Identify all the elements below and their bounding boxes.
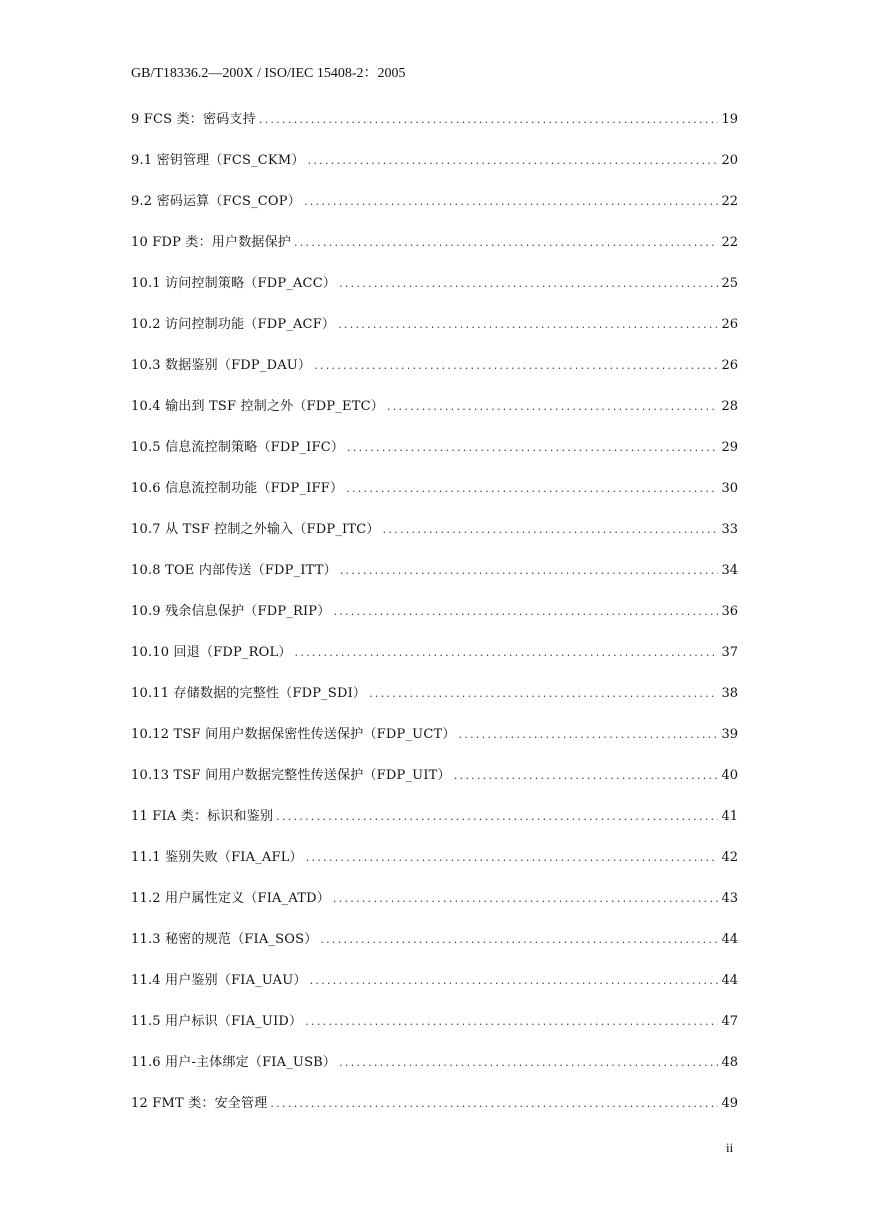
toc-entry-title: 11.4 用户鉴别（FIA_UAU） [131, 973, 307, 988]
toc-entry-page: 34 [721, 563, 738, 578]
toc-leader-dots [310, 973, 719, 988]
toc-entry[interactable] [131, 846, 738, 887]
toc-entry[interactable] [131, 641, 738, 682]
table-of-contents [131, 108, 738, 1133]
toc-leader-dots [308, 153, 719, 168]
toc-entry-title: 10.10 回退（FDP_ROL） [131, 645, 292, 660]
toc-entry-title: 10.3 数据鉴别（FDP_DAU） [131, 358, 312, 373]
toc-entry[interactable] [131, 887, 738, 928]
toc-entry-page: 41 [721, 809, 738, 824]
toc-entry-page: 19 [721, 112, 738, 127]
toc-entry-page: 39 [721, 727, 738, 742]
toc-entry-page: 44 [721, 973, 738, 988]
toc-entry-page: 37 [721, 645, 738, 660]
toc-leader-dots [340, 563, 719, 578]
toc-entry-page: 44 [721, 932, 738, 947]
toc-entry-title: 10.1 访问控制策略（FDP_ACC） [131, 276, 337, 291]
toc-entry-page: 22 [721, 235, 738, 250]
toc-entry[interactable] [131, 436, 738, 477]
page-number: ii [726, 1140, 734, 1155]
toc-entry[interactable] [131, 969, 738, 1010]
toc-entry-page: 38 [721, 686, 738, 701]
toc-entry-title: 12 FMT 类：安全管理 [131, 1096, 268, 1111]
toc-entry-title: 10.5 信息流控制策略（FDP_IFC） [131, 440, 345, 455]
toc-leader-dots [294, 235, 718, 250]
toc-entry-page: 25 [721, 276, 738, 291]
toc-entry-page: 28 [721, 399, 738, 414]
toc-entry[interactable] [131, 518, 738, 559]
toc-entry[interactable] [131, 764, 738, 805]
toc-entry[interactable] [131, 1092, 738, 1133]
toc-entry-page: 48 [721, 1055, 738, 1070]
toc-entry-title: 9.1 密钥管理（FCS_CKM） [131, 153, 305, 168]
toc-entry[interactable] [131, 1010, 738, 1051]
toc-entry-title: 10.7 从 TSF 控制之外输入（FDP_ITC） [131, 522, 380, 537]
toc-entry-title: 11 FIA 类：标识和鉴别 [131, 809, 274, 824]
toc-leader-dots [459, 727, 719, 742]
toc-entry-title: 10.9 残余信息保护（FDP_RIP） [131, 604, 331, 619]
toc-entry-page: 26 [721, 317, 738, 332]
toc-entry-page: 26 [721, 358, 738, 373]
toc-entry-title: 11.3 秘密的规范（FIA_SOS） [131, 932, 318, 947]
toc-entry[interactable] [131, 805, 738, 846]
toc-leader-dots [333, 891, 719, 906]
toc-entry-title: 10.2 访问控制功能（FDP_ACF） [131, 317, 336, 332]
toc-entry-title: 10.8 TOE 内部传送（FDP_ITT） [131, 563, 337, 578]
toc-entry-page: 47 [721, 1014, 738, 1029]
toc-entry[interactable] [131, 928, 738, 969]
toc-leader-dots [454, 768, 719, 783]
toc-entry[interactable] [131, 272, 738, 313]
toc-leader-dots [304, 194, 719, 209]
toc-entry-page: 30 [721, 481, 738, 496]
toc-entry-title: 10.12 TSF 间用户数据保密性传送保护（FDP_UCT） [131, 727, 456, 742]
toc-entry-title: 9 FCS 类：密码支持 [131, 112, 256, 127]
toc-leader-dots [270, 1096, 718, 1111]
toc-entry-page: 20 [721, 153, 738, 168]
toc-leader-dots [387, 399, 719, 414]
toc-leader-dots [306, 850, 719, 865]
toc-entry[interactable] [131, 559, 738, 600]
toc-leader-dots [339, 1055, 718, 1070]
toc-entry-title: 11.6 用户-主体绑定（FIA_USB） [131, 1055, 337, 1070]
toc-leader-dots [276, 809, 718, 824]
toc-leader-dots [314, 358, 718, 373]
toc-leader-dots [369, 686, 718, 701]
toc-leader-dots [320, 932, 718, 947]
toc-entry-title: 10 FDP 类：用户数据保护 [131, 235, 291, 250]
toc-leader-dots [295, 645, 719, 660]
toc-entry[interactable] [131, 354, 738, 395]
toc-entry[interactable] [131, 600, 738, 641]
toc-entry-page: 29 [721, 440, 738, 455]
toc-entry-title: 10.11 存储数据的完整性（FDP_SDI） [131, 686, 367, 701]
toc-entry[interactable] [131, 395, 738, 436]
toc-entry-title: 9.2 密码运算（FCS_COP） [131, 194, 301, 209]
toc-leader-dots [383, 522, 719, 537]
toc-entry-title: 10.4 输出到 TSF 控制之外（FDP_ETC） [131, 399, 384, 414]
toc-entry[interactable] [131, 190, 738, 231]
toc-entry-title: 10.13 TSF 间用户数据完整性传送保护（FDP_UIT） [131, 768, 451, 783]
toc-entry-title: 11.1 鉴别失败（FIA_AFL） [131, 850, 303, 865]
toc-entry[interactable] [131, 682, 738, 723]
toc-leader-dots [347, 440, 718, 455]
toc-entry[interactable] [131, 1051, 738, 1092]
toc-leader-dots [339, 276, 718, 291]
toc-entry-title: 10.6 信息流控制功能（FDP_IFF） [131, 481, 344, 496]
toc-entry-page: 22 [721, 194, 738, 209]
toc-entry-title: 11.5 用户标识（FIA_UID） [131, 1014, 303, 1029]
toc-leader-dots [333, 604, 718, 619]
toc-entry[interactable] [131, 723, 738, 764]
toc-leader-dots [338, 317, 718, 332]
toc-entry[interactable] [131, 108, 738, 149]
toc-entry-page: 33 [721, 522, 738, 537]
toc-leader-dots [346, 481, 718, 496]
running-header: GB/T18336.2—200X / ISO/IEC 15408-2：2005 [131, 66, 406, 81]
toc-entry-title: 11.2 用户属性定义（FIA_ATD） [131, 891, 330, 906]
toc-entry-page: 43 [721, 891, 738, 906]
toc-entry-page: 42 [721, 850, 738, 865]
toc-entry[interactable] [131, 231, 738, 272]
toc-entry[interactable] [131, 149, 738, 190]
toc-entry[interactable] [131, 477, 738, 518]
toc-entry-page: 49 [721, 1096, 738, 1111]
toc-entry-page: 36 [721, 604, 738, 619]
toc-leader-dots [305, 1014, 718, 1029]
toc-leader-dots [259, 112, 719, 127]
toc-entry[interactable] [131, 313, 738, 354]
toc-entry-page: 40 [721, 768, 738, 783]
